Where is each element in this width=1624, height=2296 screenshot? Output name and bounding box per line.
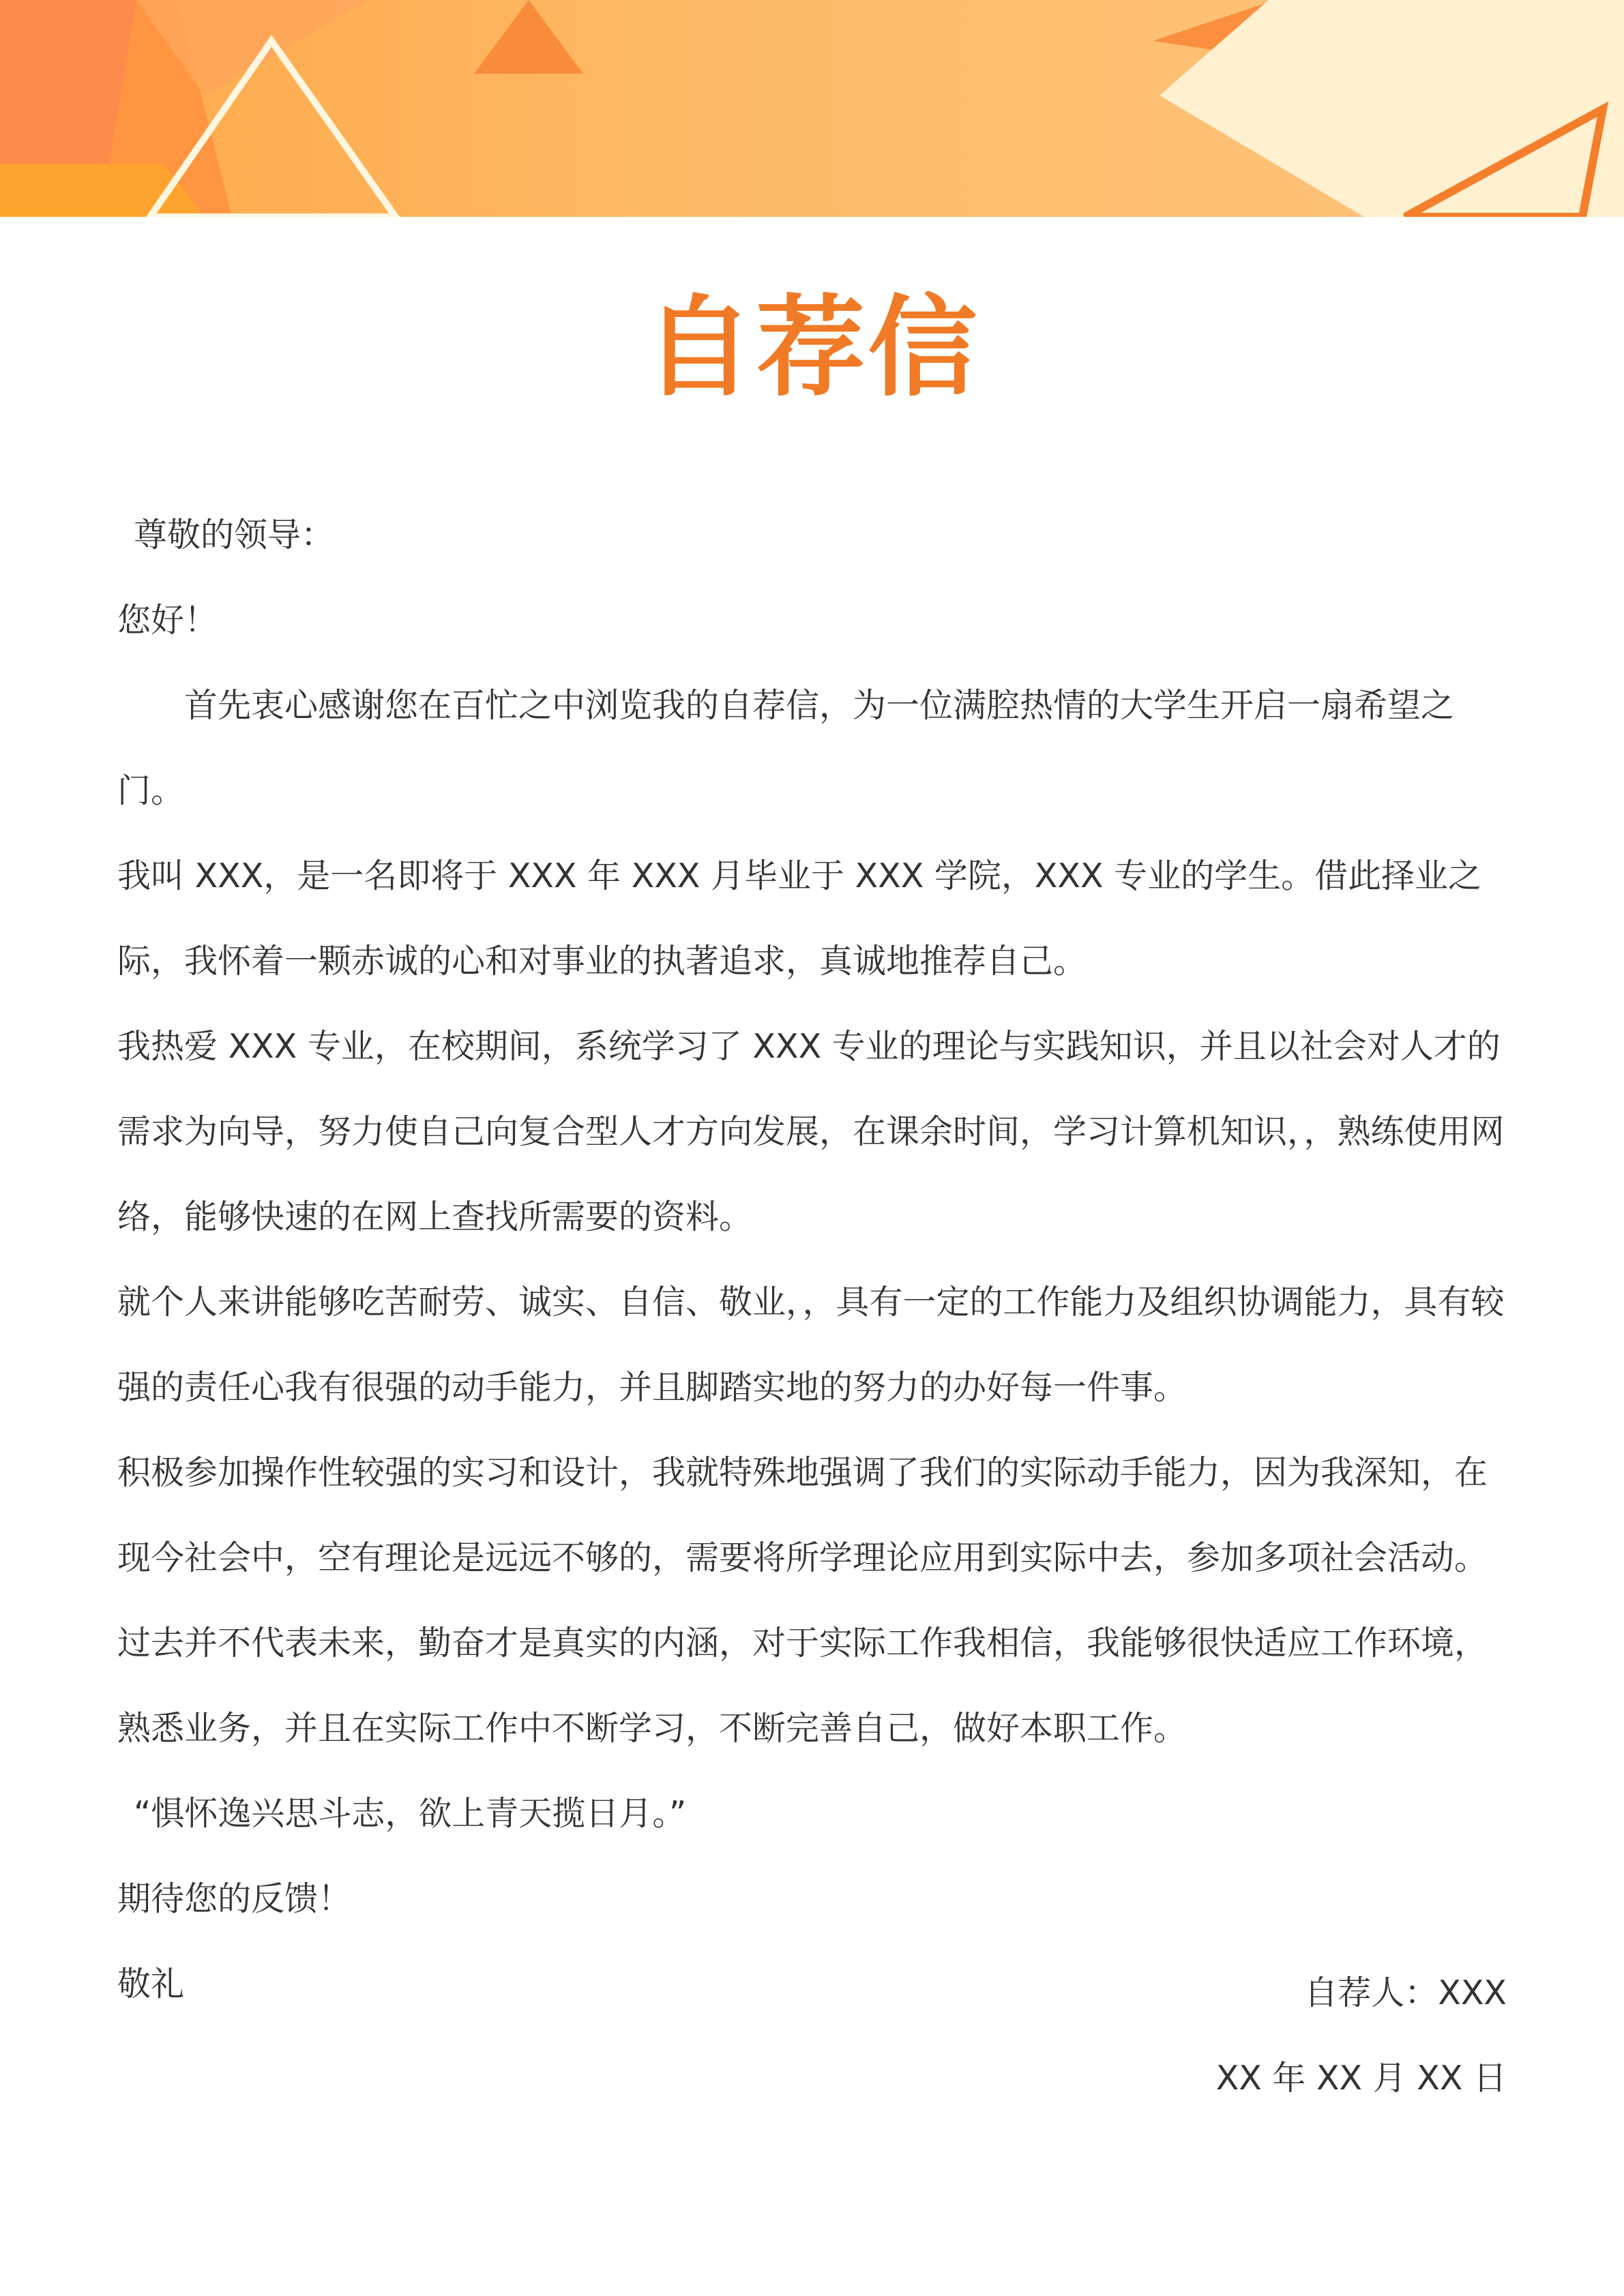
signature-line: 自荐人：XXX: [1304, 1973, 1507, 2012]
greeting: 您好！: [117, 601, 218, 640]
letter-body: [117, 492, 1509, 2027]
paragraph-studies: 我热爱 XXX 专业，在校期间，系统学习了 XXX 专业的理论与实践知识，并且以社会对人才的需求为向导，努力使自己向复合型人才方向发展，在课余时间，学习计算机知识，，熟练使用网络，能够快速的在网上查找所需要的资料。: [117, 1027, 1505, 1236]
quote-line: “惧怀逸兴思斗志，欲上青天揽日月。”: [134, 1794, 687, 1833]
paragraph-practice: 积极参加操作性较强的实习和设计，我就特殊地强调了我们的实际动手能力，因为我深知，在现今社会中，空有理论是远远不够的，需要将所学理论应用到实际中去，参加多项社会活动。: [117, 1453, 1488, 1577]
salutation: 尊敬的领导：: [134, 516, 335, 554]
paragraph-personal-qualities: 就个人来讲能够吃苦耐劳、诚实、自信、敬业，，具有一定的工作能力及组织协调能力，具有较强的责任心我有很强的动手能力，并且脚踏实地的努力的办好每一件事。: [117, 1283, 1505, 1407]
signature-block: [1216, 1950, 1507, 2121]
paragraph-intro: 首先衷心感谢您在百忙之中浏览我的自荐信，为一位满腔热情的大学生开启一扇希望之门。: [117, 686, 1455, 810]
closing-salute: 敬礼: [117, 1965, 185, 2003]
paragraph-outlook: 过去并不代表未来，勤奋才是真实的内涵，对于实际工作我相信，我能够很快适应工作环境，熟悉业务，并且在实际工作中不断学习，不断完善自己，做好本职工作。: [117, 1624, 1488, 1748]
expectation-line: 期待您的反馈！: [117, 1879, 352, 1918]
letter-title: 自荐信: [644, 284, 980, 411]
header-banner: [0, 0, 1624, 217]
decorative-triangles-graphic: [0, 0, 1624, 217]
date-line: XX 年 XX 月 XX 日: [1215, 2059, 1507, 2098]
paragraph-self-introduction: 我叫 XXX，是一名即将于 XXX 年 XXX 月毕业于 XXX 学院，XXX 专业的学生。借此择业之际，我怀着一颗赤诚的心和对事业的执著追求，真诚地推荐自己。: [117, 856, 1482, 981]
